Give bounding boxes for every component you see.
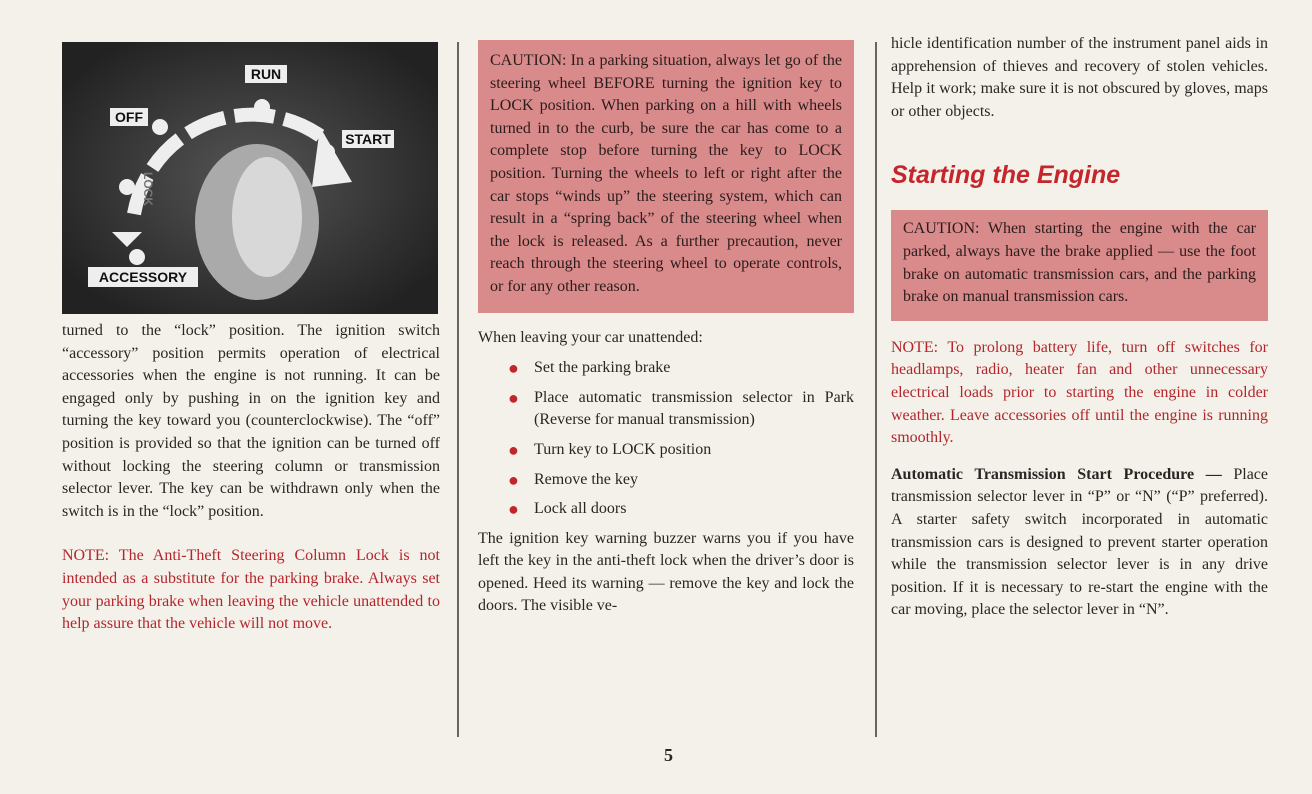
accessory-label: ACCESSORY bbox=[98, 269, 188, 285]
warning-buzzer-paragraph: The ignition key warning buzzer warns you if you have left the key in the anti-theft lock when the driver’s door is opened. Heed its warning — remove the key and lock the doors. The visible ve- bbox=[478, 529, 854, 615]
column-3 bbox=[891, 33, 1268, 622]
unattended-intro: When leaving your car unattended: bbox=[478, 328, 703, 346]
list-item: ● Remove the key bbox=[508, 469, 638, 490]
bullet-icon: ● bbox=[508, 358, 519, 379]
bullet-icon: ● bbox=[508, 387, 519, 408]
list-item: ● Turn key to LOCK position bbox=[508, 439, 712, 460]
procedure-text: Place transmission selector lever in “P” or “N” (“P” preferred). A starter safety switch incorporated in automatic transmission cars is designed to prevent starter operation while the transmission selector lever is in any drive position. If it is necessary to re-start the engine with the car moving, place the selector lever in “N”. bbox=[891, 465, 1268, 619]
column-2 bbox=[478, 40, 854, 618]
ignition-switch-photo bbox=[62, 42, 438, 314]
battery-note: NOTE: To prolong battery life, turn off switches for headlamps, radio, heater fan and other unnecessary electrical loads prior to starting the engine in colder weather. Leave accessories off until the engine is running smoothly. bbox=[891, 338, 1268, 447]
bullet-icon: ● bbox=[508, 499, 519, 520]
vin-paragraph: hicle identification number of the instrument panel aids in apprehension of thieves and recovery of stolen vehicles. Help it work; make sure it is not obscured by gloves, maps or other objects. bbox=[891, 35, 1268, 120]
off-label: OFF bbox=[115, 109, 143, 125]
starting-caution-box: CAUTION: When starting the engine with the car parked, always have the brake applied — use the foot brake on automatic transmission cars, and the parking brake on manual transmission cars. bbox=[891, 210, 1268, 320]
column-divider bbox=[875, 42, 877, 737]
bullet-icon: ● bbox=[508, 469, 519, 490]
lock-label: LOCK bbox=[141, 172, 155, 206]
bullet-icon: ● bbox=[508, 439, 519, 460]
start-procedure-paragraph bbox=[891, 464, 1268, 622]
section-heading: Starting the Engine bbox=[891, 161, 1121, 190]
list-item: ● Place automatic transmission selector in Park (Reverse for manual transmission) bbox=[508, 387, 854, 429]
column-1 bbox=[62, 320, 440, 636]
ignition-dial-illustration bbox=[62, 42, 438, 314]
ignition-positions-paragraph: turned to the “lock” position. The ignition switch “accessory” position permits operation of electrical accessories when the engine is not running. It can be engaged only by pushing in on the ignition key and turning the key toward you (counterclockwise). The “off” position is provided so that the ignition can be turned off without locking the steering column or transmission selector lever. The key can be withdrawn only when the switch is in the “lock” position. bbox=[62, 322, 440, 520]
list-item: ● Lock all doors bbox=[508, 499, 627, 520]
page-number: 5 bbox=[664, 745, 673, 765]
anti-theft-note: NOTE: The Anti-Theft Steering Column Lock is not intended as a substitute for the parking brake. Always set your parking brake when leaving the vehicle unattended to help assure that the vehicle will not move. bbox=[62, 547, 440, 633]
unattended-checklist bbox=[478, 357, 854, 521]
procedure-title: Automatic Transmission Start Procedure — bbox=[891, 465, 1222, 483]
start-label: START bbox=[345, 131, 391, 147]
run-label: RUN bbox=[250, 66, 282, 82]
list-item: ● Set the parking brake bbox=[508, 358, 671, 379]
parking-caution-box: CAUTION: In a parking situation, always let go of the steering wheel BEFORE turning the ignition key to LOCK position. When parking on a hill with wheels turned in to the curb, be sure the car has come to a complete stop before turning the key to LOCK position. Turning the wheels to left or right after the car stops “winds up” the steering system, which can result in a “spring back” of the steering wheel when the lock is released. As a further precaution, never reach through the steering wheel to operate controls, or for any other reason. bbox=[478, 40, 854, 313]
column-divider bbox=[457, 42, 459, 737]
